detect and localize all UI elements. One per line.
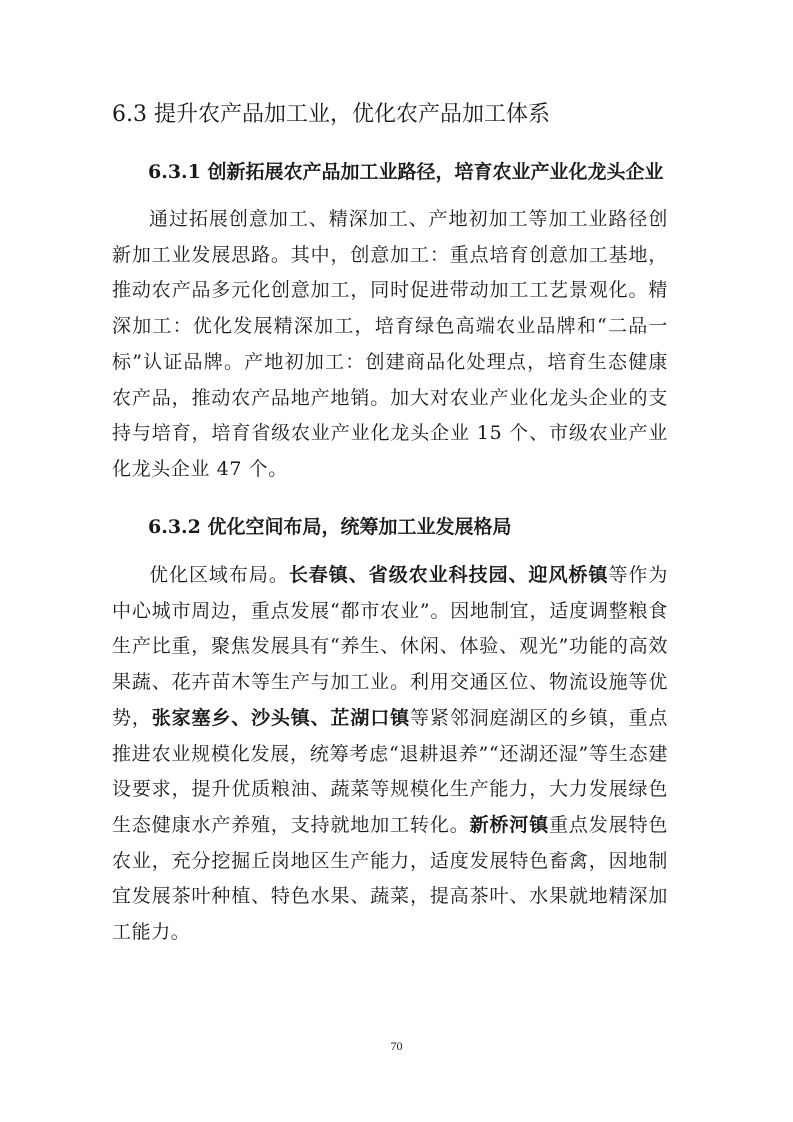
body-paragraph-2 [112, 558, 668, 951]
paragraph-text: 等作为中心城市周边，重点发展“都市农业”。因地制宜，适度调整粮食生产比重，聚焦发展具有“养生、休闲、体验、观光”功能的高效果蔬、花卉苗木等生产与加工业。利用交通区位、物流设施等优势， [112, 564, 668, 729]
bold-place-names: 新桥河镇 [469, 813, 550, 836]
subsection-heading-2: 6.3.2 优化空间布局，统筹加工业发展格局 [148, 516, 512, 538]
paragraph-text: 优化区域布局。 [149, 564, 289, 586]
paragraph-text: 重点发展特色农业，充分挖掘丘岗地区生产能力，适度发展特色畜禽，因地制宜发展茶叶种植、特色水果、蔬菜，提高茶叶、水果就地精深加工能力。 [112, 813, 668, 944]
subsection-heading-1: 6.3.1 创新拓展农产品加工业路径，培育农业产业化龙头企业 [148, 161, 664, 183]
page-number: 70 [390, 1039, 403, 1053]
paragraph-text: 等紧邻洞庭湖区的乡镇，重点推进农业规模化发展，统筹考虑“退耕退养”“还湖还湿”等生态建设要求，提升优质粮油、蔬菜等规模化生产能力，大力发展绿色生态健康水产养殖，支持就地加工转化。 [112, 706, 668, 836]
section-heading: 6.3 提升农产品加工业，优化农产品加工体系 [112, 102, 550, 127]
bold-place-names: 张家塞乡、沙头镇、芷湖口镇 [151, 706, 410, 729]
body-paragraph-1: 通过拓展创意加工、精深加工、产地初加工等加工业路径创新加工业发展思路。其中，创意加工：重点培育创意加工基地，推动农产品多元化创意加工，同时促进带动加工工艺景观化。精深加工：优化发展精深加工，培育绿色高端农业品牌和“二品一标”认证品牌。产地初加工：创建商品化处理点，培育生态健康农产品，推动农产品地产地销。加大对农业产业化龙头企业的支持与培育，培育省级农业产业化龙头企业 15 个、市级农业产业化龙头企业 47 个。 [112, 208, 668, 480]
bold-place-names: 长春镇、省级农业科技园、迎风桥镇 [288, 564, 609, 586]
